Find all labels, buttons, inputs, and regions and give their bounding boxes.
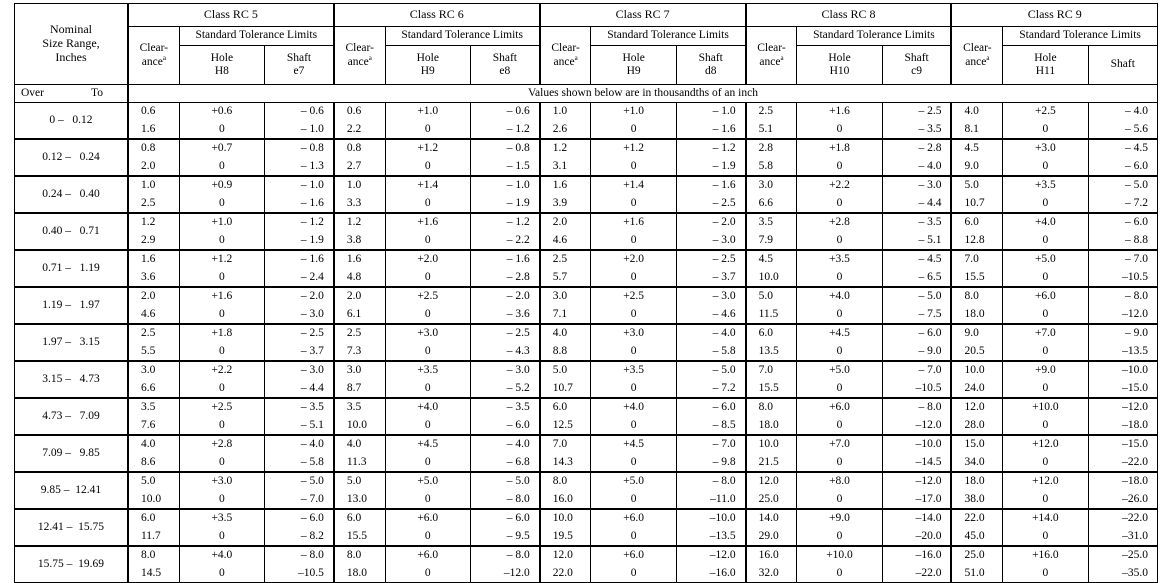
- size-range: 1.97 – 3.15: [15, 324, 128, 361]
- hole-cell: +1.4 0: [591, 176, 676, 213]
- shaft-cell: – 6.0 – 8.2: [265, 509, 334, 546]
- size-range: 7.09 – 9.85: [15, 435, 128, 472]
- clearance-cell: 3.0 7.1: [540, 287, 591, 324]
- hole-cell: +2.8 0: [179, 435, 264, 472]
- shaft-cell: – 5.0 – 7.5: [882, 287, 951, 324]
- table-row: [15, 435, 1158, 472]
- hole-cell: +4.0 0: [591, 398, 676, 435]
- table-header: [15, 4, 1158, 103]
- clearance-cell: 2.8 5.8: [746, 139, 797, 176]
- shaft-cell: – 1.0 – 1.9: [470, 176, 539, 213]
- shaft-header: Shaft e8: [470, 46, 539, 85]
- clearance-cell: 5.0 11.5: [746, 287, 797, 324]
- hole-cell: +10.0 0: [797, 546, 882, 583]
- hole-cell: +1.6 0: [179, 287, 264, 324]
- shaft-cell: – 0.8 – 1.5: [470, 139, 539, 176]
- hole-cell: +2.2 0: [797, 176, 882, 213]
- hole-cell: +3.5 0: [385, 361, 470, 398]
- hole-cell: +1.0 0: [591, 103, 676, 140]
- hole-cell: +0.9 0: [179, 176, 264, 213]
- clearance-cell: 2.5 5.5: [128, 324, 179, 361]
- clearance-cell: 1.6 3.6: [128, 250, 179, 287]
- clearance-cell: 14.0 29.0: [746, 509, 797, 546]
- clearance-cell: 0.8 2.7: [334, 139, 385, 176]
- clearance-cell: 8.0 18.0: [746, 398, 797, 435]
- clearance-cell: 1.0 3.3: [334, 176, 385, 213]
- clearance-header: Clear- ance$^a$: [334, 27, 385, 85]
- hole-cell: +5.0 0: [385, 472, 470, 509]
- units-note: Values shown below are in thousandths of an inch: [128, 85, 1158, 103]
- shaft-cell: – 8.0 –12.0: [1088, 287, 1157, 324]
- size-range: 12.41 – 15.75: [15, 509, 128, 546]
- shaft-cell: – 4.0 – 5.8: [265, 435, 334, 472]
- class-rc5-header: Class RC 5: [128, 4, 334, 27]
- table-row: [15, 176, 1158, 213]
- clearance-cell: 18.0 38.0: [951, 472, 1002, 509]
- clearance-cell: 3.0 6.6: [746, 176, 797, 213]
- shaft-cell: – 4.0 – 5.6: [1088, 103, 1157, 140]
- table-row: [15, 361, 1158, 398]
- shaft-cell: – 3.0 – 5.2: [470, 361, 539, 398]
- shaft-cell: – 0.6 – 1.2: [470, 103, 539, 140]
- shaft-header: Shaft c9: [882, 46, 951, 85]
- hole-cell: +1.6 0: [797, 103, 882, 140]
- hole-cell: +0.7 0: [179, 139, 264, 176]
- hole-cell: +6.0 0: [1003, 287, 1088, 324]
- shaft-cell: –18.0 –26.0: [1088, 472, 1157, 509]
- std-tolerance-header: Standard Tolerance Limits: [1003, 27, 1158, 46]
- hole-cell: +1.6 0: [591, 213, 676, 250]
- table-body: [15, 103, 1158, 583]
- hole-cell: +1.2 0: [591, 139, 676, 176]
- shaft-cell: –10.0 –13.5: [676, 509, 745, 546]
- clearance-cell: 0.6 1.6: [128, 103, 179, 140]
- hole-cell: +3.5 0: [1003, 176, 1088, 213]
- clearance-cell: 5.0 10.7: [951, 176, 1002, 213]
- table-row: [15, 546, 1158, 583]
- shaft-cell: – 0.6 – 1.0: [265, 103, 334, 140]
- hole-cell: +14.0 0: [1003, 509, 1088, 546]
- shaft-header: Shaft d8: [676, 46, 745, 85]
- shaft-cell: – 1.2 – 1.9: [265, 213, 334, 250]
- shaft-cell: – 8.0 –12.0: [470, 546, 539, 583]
- clearance-cell: 8.0 18.0: [951, 287, 1002, 324]
- clearance-cell: 4.0 8.1: [951, 103, 1002, 140]
- hole-cell: +12.0 0: [1003, 472, 1088, 509]
- size-range: 0 – 0.12: [15, 103, 128, 140]
- hole-cell: +16.0 0: [1003, 546, 1088, 583]
- hole-cell: +3.0 0: [385, 324, 470, 361]
- shaft-cell: – 1.0 – 1.6: [265, 176, 334, 213]
- clearance-cell: 15.0 34.0: [951, 435, 1002, 472]
- clearance-cell: 2.0 6.1: [334, 287, 385, 324]
- clearance-cell: 12.0 25.0: [746, 472, 797, 509]
- shaft-cell: – 2.5 – 4.3: [470, 324, 539, 361]
- hole-cell: +4.0 0: [179, 546, 264, 583]
- hole-cell: +3.5 0: [179, 509, 264, 546]
- clearance-cell: 10.0 19.5: [540, 509, 591, 546]
- over-to-header: Over To: [15, 85, 128, 103]
- shaft-cell: – 0.8 – 1.3: [265, 139, 334, 176]
- shaft-cell: – 4.5 – 6.5: [882, 250, 951, 287]
- clearance-cell: 4.5 9.0: [951, 139, 1002, 176]
- shaft-cell: –16.0 –22.0: [882, 546, 951, 583]
- shaft-cell: – 5.0 – 7.2: [1088, 176, 1157, 213]
- hole-cell: +1.2 0: [179, 250, 264, 287]
- shaft-cell: –22.0 –31.0: [1088, 509, 1157, 546]
- clearance-cell: 7.0 14.3: [540, 435, 591, 472]
- clearance-cell: 10.0 24.0: [951, 361, 1002, 398]
- clearance-header: Clear- ance$^a$: [128, 27, 179, 85]
- shaft-header: Shaft e7: [265, 46, 334, 85]
- clearance-cell: 2.0 4.6: [540, 213, 591, 250]
- clearance-cell: 3.5 10.0: [334, 398, 385, 435]
- class-rc6-header: Class RC 6: [334, 4, 540, 27]
- shaft-header: Shaft: [1088, 46, 1157, 85]
- shaft-cell: – 6.0 – 9.5: [470, 509, 539, 546]
- hole-cell: +1.6 0: [385, 213, 470, 250]
- clearance-cell: 4.0 8.8: [540, 324, 591, 361]
- size-range: 0.12 – 0.24: [15, 139, 128, 176]
- shaft-cell: – 5.0 – 8.0: [470, 472, 539, 509]
- clearance-cell: 2.5 7.3: [334, 324, 385, 361]
- hole-cell: +4.5 0: [591, 435, 676, 472]
- shaft-cell: – 1.0 – 1.6: [676, 103, 745, 140]
- clearance-header: Clear- ance$^a$: [540, 27, 591, 85]
- hole-header: Hole H9: [385, 46, 470, 85]
- shaft-cell: –25.0 –35.0: [1088, 546, 1157, 583]
- hole-cell: +6.0 0: [385, 509, 470, 546]
- hole-cell: +2.2 0: [179, 361, 264, 398]
- hole-cell: +2.0 0: [385, 250, 470, 287]
- table-row: [15, 398, 1158, 435]
- hole-cell: +1.8 0: [797, 139, 882, 176]
- hole-cell: +2.5 0: [591, 287, 676, 324]
- shaft-cell: – 1.6 – 2.5: [676, 176, 745, 213]
- clearance-cell: 12.0 28.0: [951, 398, 1002, 435]
- hole-cell: +2.8 0: [797, 213, 882, 250]
- hole-cell: +5.0 0: [1003, 250, 1088, 287]
- hole-cell: +9.0 0: [797, 509, 882, 546]
- hole-cell: +1.0 0: [179, 213, 264, 250]
- table-row: [15, 287, 1158, 324]
- shaft-cell: – 1.6 – 2.8: [470, 250, 539, 287]
- table-row: [15, 103, 1158, 140]
- shaft-cell: – 5.0 – 7.2: [676, 361, 745, 398]
- shaft-cell: – 3.5 – 6.0: [470, 398, 539, 435]
- clearance-cell: 1.2 3.1: [540, 139, 591, 176]
- shaft-cell: – 2.5 – 3.7: [676, 250, 745, 287]
- hole-cell: +1.4 0: [385, 176, 470, 213]
- hole-cell: +5.0 0: [797, 361, 882, 398]
- shaft-cell: –12.0 –18.0: [1088, 398, 1157, 435]
- shaft-cell: – 2.0 – 3.0: [676, 213, 745, 250]
- shaft-cell: – 8.0 –10.5: [265, 546, 334, 583]
- size-range: 0.24 – 0.40: [15, 176, 128, 213]
- table-row: [15, 250, 1158, 287]
- table-row: [15, 213, 1158, 250]
- shaft-cell: –12.0 –17.0: [882, 472, 951, 509]
- table-row: [15, 324, 1158, 361]
- clearance-cell: 9.0 20.5: [951, 324, 1002, 361]
- size-range: 0.40 – 0.71: [15, 213, 128, 250]
- hole-cell: +2.5 0: [385, 287, 470, 324]
- hole-header: Hole H10: [797, 46, 882, 85]
- nominal-size-header: Nominal Size Range, Inches: [15, 4, 128, 85]
- shaft-cell: – 7.0 –10.5: [1088, 250, 1157, 287]
- clearance-cell: 1.6 3.9: [540, 176, 591, 213]
- shaft-cell: – 2.8 – 4.0: [882, 139, 951, 176]
- clearance-cell: 2.5 5.1: [746, 103, 797, 140]
- hole-cell: +4.0 0: [1003, 213, 1088, 250]
- table-row: [15, 139, 1158, 176]
- shaft-cell: –10.0 –14.5: [882, 435, 951, 472]
- clearance-cell: 1.2 2.9: [128, 213, 179, 250]
- shaft-cell: – 2.0 – 3.0: [265, 287, 334, 324]
- shaft-cell: – 4.0 – 5.8: [676, 324, 745, 361]
- hole-cell: +1.2 0: [385, 139, 470, 176]
- size-range: 15.75 – 19.69: [15, 546, 128, 583]
- clearance-cell: 3.0 6.6: [128, 361, 179, 398]
- table-row: [15, 472, 1158, 509]
- clearance-cell: 8.0 18.0: [334, 546, 385, 583]
- clearance-cell: 5.0 13.0: [334, 472, 385, 509]
- hole-cell: +3.5 0: [591, 361, 676, 398]
- hole-cell: +9.0 0: [1003, 361, 1088, 398]
- size-range: 4.73 – 7.09: [15, 398, 128, 435]
- std-tolerance-header: Standard Tolerance Limits: [385, 27, 540, 46]
- shaft-cell: – 8.0 –12.0: [882, 398, 951, 435]
- hole-header: Hole H9: [591, 46, 676, 85]
- std-tolerance-header: Standard Tolerance Limits: [797, 27, 952, 46]
- shaft-cell: – 3.5 – 5.1: [265, 398, 334, 435]
- clearance-header: Clear- ance$^a$: [951, 27, 1002, 85]
- clearance-cell: 5.0 10.0: [128, 472, 179, 509]
- shaft-cell: – 4.5 – 6.0: [1088, 139, 1157, 176]
- rc-fits-table: [14, 3, 1158, 583]
- hole-cell: +2.5 0: [179, 398, 264, 435]
- clearance-cell: 6.0 15.5: [334, 509, 385, 546]
- hole-cell: +1.0 0: [385, 103, 470, 140]
- clearance-cell: 8.0 14.5: [128, 546, 179, 583]
- shaft-cell: – 7.0 – 9.8: [676, 435, 745, 472]
- hole-cell: +4.0 0: [385, 398, 470, 435]
- shaft-cell: – 1.2 – 2.2: [470, 213, 539, 250]
- hole-cell: +6.0 0: [385, 546, 470, 583]
- clearance-cell: 0.8 2.0: [128, 139, 179, 176]
- shaft-cell: – 3.0 – 4.4: [265, 361, 334, 398]
- hole-cell: +12.0 0: [1003, 435, 1088, 472]
- hole-cell: +7.0 0: [1003, 324, 1088, 361]
- shaft-cell: –12.0 –16.0: [676, 546, 745, 583]
- clearance-cell: 4.5 10.0: [746, 250, 797, 287]
- shaft-cell: – 7.0 –10.5: [882, 361, 951, 398]
- clearance-cell: 7.0 15.5: [746, 361, 797, 398]
- clearance-cell: 5.0 10.7: [540, 361, 591, 398]
- shaft-cell: – 1.2 – 1.9: [676, 139, 745, 176]
- shaft-cell: – 2.0 – 3.6: [470, 287, 539, 324]
- shaft-cell: –15.0 –22.0: [1088, 435, 1157, 472]
- clearance-header: Clear- ance$^a$: [746, 27, 797, 85]
- clearance-cell: 1.0 2.5: [128, 176, 179, 213]
- clearance-cell: 2.0 4.6: [128, 287, 179, 324]
- hole-cell: +6.0 0: [797, 398, 882, 435]
- clearance-cell: 1.2 3.8: [334, 213, 385, 250]
- clearance-cell: 1.0 2.6: [540, 103, 591, 140]
- clearance-cell: 3.0 8.7: [334, 361, 385, 398]
- clearance-cell: 12.0 22.0: [540, 546, 591, 583]
- clearance-cell: 16.0 32.0: [746, 546, 797, 583]
- size-range: 0.71 – 1.19: [15, 250, 128, 287]
- shaft-cell: – 4.0 – 6.8: [470, 435, 539, 472]
- clearance-cell: 8.0 16.0: [540, 472, 591, 509]
- clearance-cell: 25.0 51.0: [951, 546, 1002, 583]
- clearance-cell: 6.0 13.5: [746, 324, 797, 361]
- clearance-cell: 4.0 8.6: [128, 435, 179, 472]
- hole-cell: +4.5 0: [797, 324, 882, 361]
- clearance-cell: 2.5 5.7: [540, 250, 591, 287]
- shaft-cell: – 3.5 – 5.1: [882, 213, 951, 250]
- clearance-cell: 22.0 45.0: [951, 509, 1002, 546]
- shaft-cell: –10.0 –15.0: [1088, 361, 1157, 398]
- clearance-cell: 6.0 12.8: [951, 213, 1002, 250]
- shaft-cell: – 6.0 – 8.8: [1088, 213, 1157, 250]
- shaft-cell: – 9.0 –13.5: [1088, 324, 1157, 361]
- hole-cell: +5.0 0: [591, 472, 676, 509]
- hole-cell: +6.0 0: [591, 546, 676, 583]
- clearance-cell: 3.5 7.6: [128, 398, 179, 435]
- shaft-cell: – 6.0 – 8.5: [676, 398, 745, 435]
- shaft-cell: – 2.5 – 3.7: [265, 324, 334, 361]
- std-tolerance-header: Standard Tolerance Limits: [591, 27, 746, 46]
- size-range: 3.15 – 4.73: [15, 361, 128, 398]
- clearance-cell: 0.6 2.2: [334, 103, 385, 140]
- hole-cell: +8.0 0: [797, 472, 882, 509]
- hole-cell: +3.0 0: [1003, 139, 1088, 176]
- hole-header: Hole H11: [1003, 46, 1088, 85]
- hole-cell: +6.0 0: [591, 509, 676, 546]
- clearance-cell: 6.0 11.7: [128, 509, 179, 546]
- hole-cell: +3.0 0: [591, 324, 676, 361]
- hole-cell: +10.0 0: [1003, 398, 1088, 435]
- hole-cell: +4.0 0: [797, 287, 882, 324]
- hole-cell: +7.0 0: [797, 435, 882, 472]
- std-tolerance-header: Standard Tolerance Limits: [179, 27, 334, 46]
- shaft-cell: – 3.0 – 4.6: [676, 287, 745, 324]
- hole-cell: +2.5 0: [1003, 103, 1088, 140]
- hole-cell: +4.5 0: [385, 435, 470, 472]
- size-range: 9.85 – 12.41: [15, 472, 128, 509]
- shaft-cell: – 8.0 –11.0: [676, 472, 745, 509]
- shaft-cell: – 3.0 – 4.4: [882, 176, 951, 213]
- class-rc8-header: Class RC 8: [746, 4, 952, 27]
- shaft-cell: – 1.6 – 2.4: [265, 250, 334, 287]
- clearance-cell: 1.6 4.8: [334, 250, 385, 287]
- shaft-cell: – 6.0 – 9.0: [882, 324, 951, 361]
- size-range: 1.19 – 1.97: [15, 287, 128, 324]
- shaft-cell: – 5.0 – 7.0: [265, 472, 334, 509]
- class-rc7-header: Class RC 7: [540, 4, 746, 27]
- clearance-cell: 3.5 7.9: [746, 213, 797, 250]
- clearance-cell: 6.0 12.5: [540, 398, 591, 435]
- class-rc9-header: Class RC 9: [951, 4, 1157, 27]
- table-row: [15, 509, 1158, 546]
- clearance-cell: 4.0 11.3: [334, 435, 385, 472]
- hole-header: Hole H8: [179, 46, 264, 85]
- hole-cell: +1.8 0: [179, 324, 264, 361]
- clearance-cell: 7.0 15.5: [951, 250, 1002, 287]
- hole-cell: +2.0 0: [591, 250, 676, 287]
- shaft-cell: –14.0 –20.0: [882, 509, 951, 546]
- hole-cell: +3.0 0: [179, 472, 264, 509]
- hole-cell: +0.6 0: [179, 103, 264, 140]
- hole-cell: +3.5 0: [797, 250, 882, 287]
- clearance-cell: 10.0 21.5: [746, 435, 797, 472]
- shaft-cell: – 2.5 – 3.5: [882, 103, 951, 140]
